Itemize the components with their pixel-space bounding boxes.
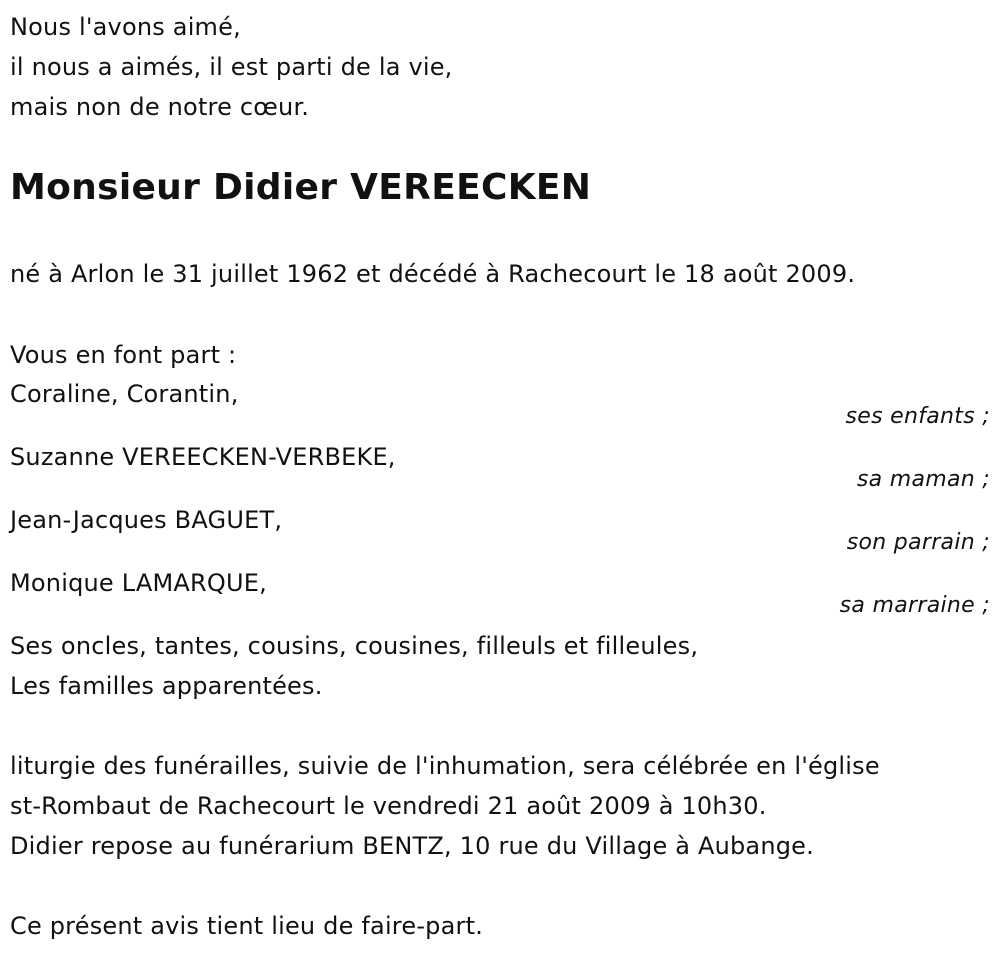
deceased-name: Monsieur Didier VEREECKEN <box>10 167 592 208</box>
family-member-names: Monique LAMARQUE, <box>10 569 267 597</box>
family-member-names: Suzanne VEREECKEN-VERBEKE, <box>10 443 396 471</box>
family-member-names: Coraline, Corantin, <box>10 380 239 408</box>
ceremony-line-3: Didier repose au funérarium BENTZ, 10 rue du Village à Aubange. <box>10 832 814 860</box>
family-member-relation: son parrain ; <box>846 530 990 555</box>
family-member-relation: ses enfants ; <box>845 404 990 429</box>
birth-death-statement: né à Arlon le 31 juillet 1962 et décédé à Rachecourt le 18 août 2009. <box>10 260 856 288</box>
verse-line-1: Nous l'avons aimé, <box>10 13 241 41</box>
ceremony-line-2: st-Rombaut de Rachecourt le vendredi 21 août 2009 à 10h30. <box>10 792 767 820</box>
verse-line-3: mais non de notre cœur. <box>10 93 310 121</box>
family-member-relation: sa maman ; <box>856 467 990 492</box>
announcement-intro: Vous en font part : <box>10 341 237 369</box>
extended-family-line-1: Ses oncles, tantes, cousins, cousines, filleuls et filleules, <box>10 632 699 660</box>
family-member-relation: sa marraine ; <box>839 593 990 618</box>
verse-line-2: il nous a aimés, il est parti de la vie, <box>10 53 453 81</box>
family-member-names: Jean-Jacques BAGUET, <box>10 506 283 534</box>
extended-family-line-2: Les familles apparentées. <box>10 672 323 700</box>
ceremony-line-1: liturgie des funérailles, suivie de l'inhumation, sera célébrée en l'église <box>10 752 880 780</box>
closing-statement: Ce présent avis tient lieu de faire-part. <box>10 912 484 940</box>
